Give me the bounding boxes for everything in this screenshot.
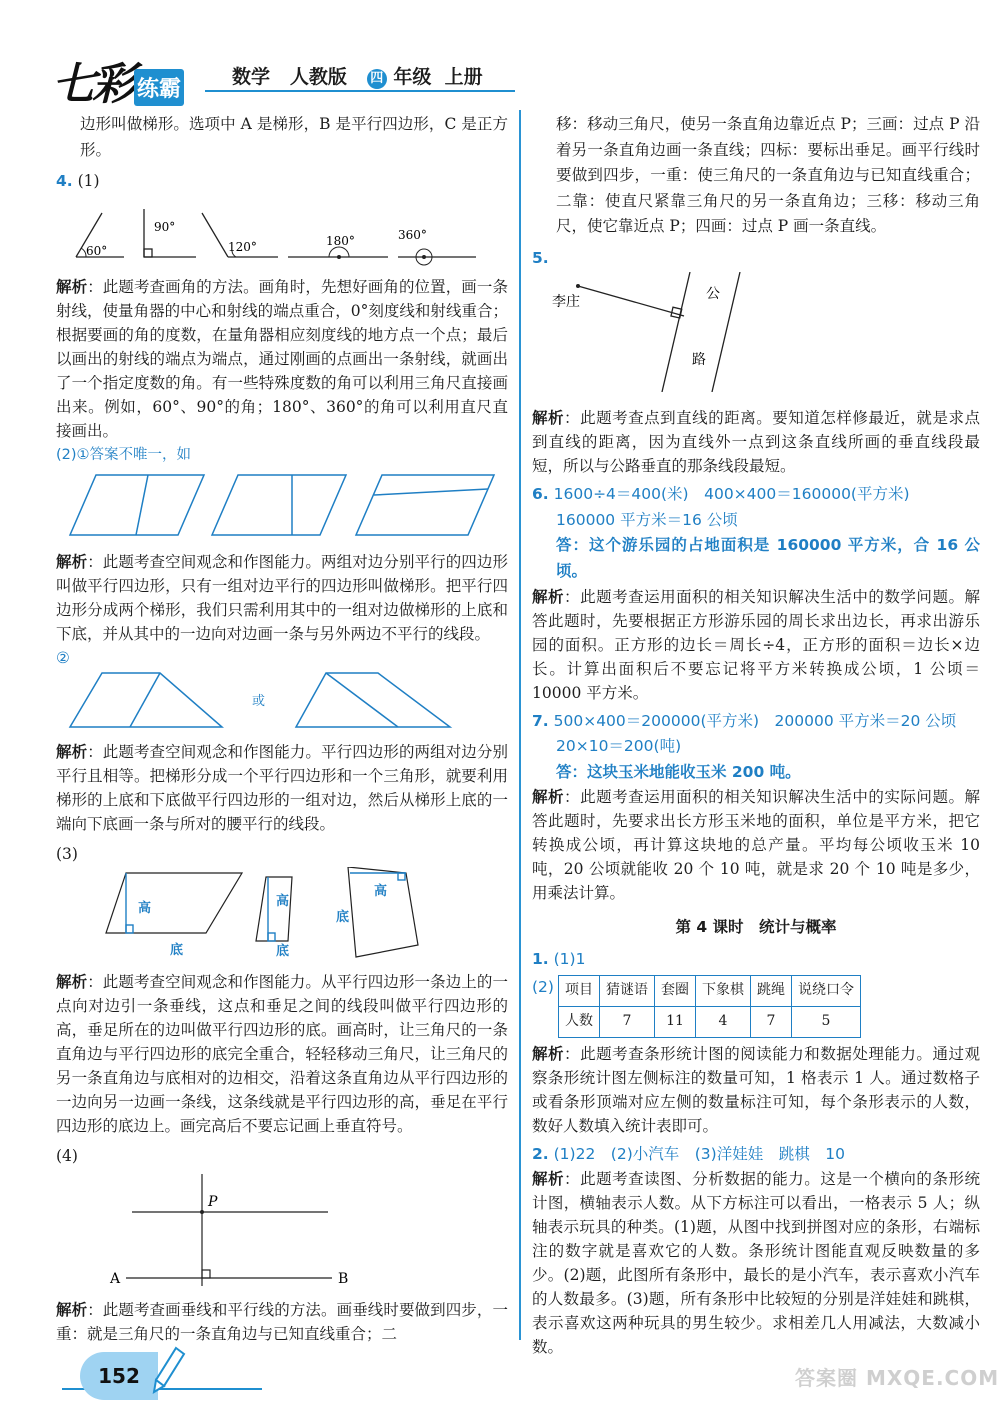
base-label: 底 [276, 944, 290, 960]
answer-line: (1)22 (2)小汽车 (3)洋娃娃 跳棋 10 [553, 1144, 845, 1163]
analysis-label: 解析 [532, 587, 565, 606]
point-b-label: B [338, 1270, 349, 1287]
sub-question: (3) [56, 844, 78, 863]
watermark: 答案圈 MXQE.COM [795, 1366, 1000, 1390]
grade: 年级 [393, 66, 432, 88]
angle-label-360: 360° [398, 227, 427, 242]
brand-logo [52, 48, 184, 112]
table-row [559, 975, 861, 1006]
table-row [559, 1006, 861, 1037]
sub-question: (2)①答案不唯一，如 [56, 447, 192, 464]
table-cell: 4 [696, 1006, 751, 1037]
table-cell: 7 [751, 1006, 792, 1037]
calc-line: 20×10＝200(吨) [556, 737, 682, 756]
subject: 数学 [232, 66, 271, 88]
base-label: 底 [336, 910, 350, 926]
analysis-label: 解析 [532, 1044, 565, 1063]
calc-line: 500×400＝200000(平方米) 200000 平方米＝20 公顷 [553, 711, 957, 730]
height-base-figure [56, 867, 508, 959]
table-header-cell: 项目 [559, 975, 600, 1006]
table-cell: 7 [600, 1006, 655, 1037]
edition: 人教版 [289, 66, 347, 88]
table-header-cell: 下象棋 [696, 975, 751, 1006]
sub-question: ② [56, 648, 70, 667]
question-number: 4. [56, 172, 73, 191]
road-label-gong: 公 [706, 285, 720, 302]
intro-paragraph: 边形叫做梯形。选项中 A 是梯形，B 是平行四边形，C 是正方形。 [80, 115, 508, 159]
angle-label-180: 180° [326, 233, 355, 248]
question-number: 7. [532, 711, 549, 730]
height-label: 高 [276, 894, 290, 910]
question-number: 6. [532, 485, 549, 504]
answer-line: 答：这个游乐园的占地面积是 160000 平方米，合 16 公顷。 [556, 536, 980, 580]
analysis-label: 解析 [532, 1170, 565, 1189]
table-cell: 11 [655, 1006, 696, 1037]
calc-line: 160000 平方米＝16 公顷 [556, 510, 738, 529]
question-number: 2. [532, 1144, 549, 1163]
or-text: 或 [252, 694, 266, 710]
table-header-cell: 说绕口令 [792, 975, 861, 1006]
continued-paragraph: 移：移动三角尺，使另一条直角边靠近点 P；三画：过点 P 沿着另一条直角边画一条直线；四标：要标出垂足。画平行线时要做到四步，一重：使三角尺的一条直角边与已知直线重合；二靠：使直尺紧靠三角尺的另一条直角边；三移：移动三角尺，使它靠近点 P；四画：过点 P 画一条直线。 [556, 115, 980, 236]
height-label: 高 [374, 884, 388, 900]
analysis-label: 解析 [56, 742, 88, 761]
analysis-label: 解析 [532, 788, 565, 807]
sub-question: (1)1 [553, 949, 586, 968]
column-divider [519, 110, 521, 1340]
question-number: 1. [532, 949, 549, 968]
height-label: 高 [138, 901, 152, 917]
angle-label-120: 120° [228, 239, 257, 254]
parallelogram-split-figure [56, 469, 508, 541]
header-rule [205, 90, 515, 92]
answer-line: 答：这块玉米地能收玉米 200 吨。 [556, 762, 801, 781]
village-label: 李庄 [552, 293, 580, 310]
table-row-label: 人数 [559, 1006, 600, 1037]
perpendicular-parallel-figure [56, 1170, 508, 1290]
analysis-label: 解析 [56, 972, 88, 991]
left-column [56, 112, 508, 1346]
page-number: 152 [80, 1352, 158, 1400]
sub-question: (2) [532, 977, 554, 996]
analysis-text: ：此题考查读图、分析数据的能力。这是一个横向的条形统计图，横轴表示人数。从下方标注可以看出，一格表示 5 人；纵轴表示玩具的种类。(1)题，从图中找到拼图对应的条形，右端标注的数字就是喜欢它的人数。条形统计图能直观反映数量的多少。(2)题，此图所有条形中，最长的是小汽车，表示喜欢小汽车的人数最多。(3)题，所有条形中比较短的分别是洋娃娃和跳棋，表示喜欢这两种玩具的男生较少。求相差几人用减法，大数减小数。 [532, 1170, 980, 1357]
angle-label-90: 90° [154, 219, 176, 234]
analysis-label: 解析 [532, 409, 565, 428]
calc-line: 1600÷4＝400(米) 400×400＝160000(平方米) [553, 485, 910, 504]
term: 上册 [444, 66, 483, 88]
analysis-text: ：此题考查条形统计图的阅读能力和数据处理能力。通过观察条形统计图左侧标注的数量可知，1 格表示 1 人。通过数格子或看条形顶端对应左侧的数量标注可知，每个条形表示的人数，数好人数填入统计表即可。 [532, 1044, 980, 1135]
analysis-label: 解析 [56, 278, 88, 297]
sub-question: (4) [56, 1146, 78, 1165]
table-cell: 5 [792, 1006, 861, 1037]
question-number: 5. [532, 248, 549, 267]
grade-mark: 四 [367, 69, 387, 89]
point-a-label: A [110, 1270, 121, 1287]
analysis-text: ：此题考查空间观念和作图能力。从平行四边形一条边上的一点向对边引一条垂线，这点和垂足之间的线段叫做平行四边形的高，垂足所在的边叫做平行四边形的底。画高时，让三角尺的一条直角边与平行四边形的底完全重合，轻轻移动三角尺，让三角尺的另一条直角边与底相对的边相交，沿着这条直角边从平行四边形的一边向另一边画一条线，这条线就是平行四边形的高，垂足在平行四边形的底边上。画完高后不要忘记画上垂直符号。 [56, 972, 508, 1135]
pencil-icon [152, 1346, 186, 1398]
statistics-table [558, 975, 861, 1038]
book-header [232, 62, 483, 89]
road-distance-figure [532, 272, 980, 392]
analysis-text: ：此题考查空间观念和作图能力。两组对边分别平行的四边形叫做平行四边形，只有一组对边平行的四边形叫做梯形。把平行四边形分成两个梯形，我们只需利用其中的一组对边做梯形的上底和下底，并从其中的一边向对边画一条与另外两边不平行的线段。 [56, 552, 508, 643]
analysis-label: 解析 [56, 552, 88, 571]
logo-text: 七彩 [52, 59, 132, 110]
trapezoid-split-figure [56, 671, 508, 729]
table-header-cell: 跳绳 [751, 975, 792, 1006]
right-column [532, 112, 980, 1359]
section-title: 第 4 课时 统计与概率 [675, 918, 837, 937]
angles-figure [56, 195, 508, 267]
sub-question: (1) [77, 172, 100, 191]
road-label-lu: 路 [692, 351, 706, 368]
analysis-label: 解析 [56, 1301, 88, 1320]
angle-label-60: 60° [86, 243, 108, 258]
logo-box: 练霸 [134, 69, 184, 106]
analysis-text: ：此题考查运用面积的相关知识解决生活中的数学问题。解答此题时，先要根据正方形游乐园的周长求出边长，再求出游乐园的面积。正方形的边长＝周长÷4，正方形的面积＝边长×边长。计算出面积后不要忘记将平方米转换成公顷，1 公顷＝10000 平方米。 [532, 587, 980, 702]
analysis-text: ：此题考查运用面积的相关知识解决生活中的实际问题。解答此题时，先要求出长方形玉米地的面积，单位是平方米，把它转换成公顷，再计算这块地的总产量。平均每公顷收玉米 10 吨，20 公顷就能收 20 个 10 吨，就是求 20 个 10 吨是多少，用乘法计算。 [532, 788, 980, 903]
point-p-label: P [208, 1193, 218, 1210]
table-header-cell: 猜谜语 [600, 975, 655, 1006]
base-label: 底 [170, 943, 184, 959]
analysis-text: ：此题考查空间观念和作图能力。平行四边形的两组对边分别平行且相等。把梯形分成一个平行四边形和一个三角形，就要利用梯形的上底和下底做平行四边形的一组对边，然后从梯形上底的一端向下底画一条与所对的腰平行的线段。 [56, 742, 508, 833]
table-header-cell: 套圈 [655, 975, 696, 1006]
analysis-text: ：此题考查画垂线和平行线的方法。画垂线时要做到四步，一重：就是三角尺的一条直角边与已知直线重合；二 [56, 1301, 508, 1344]
analysis-text: ：此题考查画角的方法。画角时，先想好画角的位置，画一条射线，使量角器的中心和射线的端点重合，0°刻度线和射线重合；根据要画的角的度数，在量角器相应刻度线的地方点一个点；最后以画出的射线的端点为端点，通过刚画的点画出一条射线，就画出了一个指定度数的角。有一些特殊度数的角可以利用三角尺直接画出来。例如，60°、90°的角；180°、360°的角可以利用直尺直接画出。 [56, 278, 508, 441]
analysis-text: ：此题考查点到直线的距离。要知道怎样修最近，就是求点到直线的距离，因为直线外一点到这条直线所画的垂直线段最短，所以与公路垂直的那条线段最短。 [532, 409, 980, 476]
